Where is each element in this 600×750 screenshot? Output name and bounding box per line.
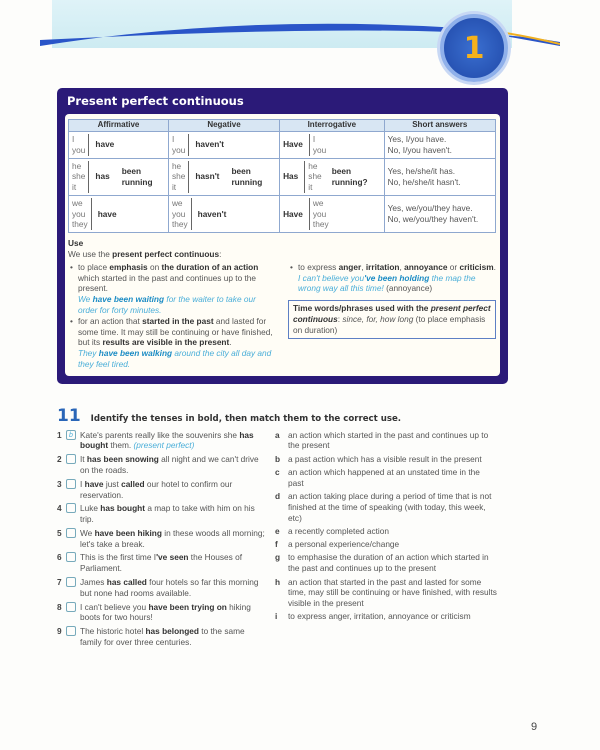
use-bullet-3: • to express anger, irritation, annoyance or criticism. I can't believe you've been holding the map the wrong way all this time! (annoyance) [288, 262, 496, 294]
use-option: i to express anger, irritation, annoyance or criticism [275, 611, 471, 622]
answer-box[interactable] [66, 479, 76, 489]
exercise-item: 4 Luke has bought a map to take with him on his trip. [57, 503, 255, 525]
table-row: we you they have we you they haven't Have we you they Yes, we/you/they have. No, we/you/they haven't. [69, 195, 496, 232]
exercise-11 [57, 406, 497, 651]
use-title: Use [68, 238, 84, 249]
use-section [68, 238, 496, 369]
use-option: c an action which happened at an unstated time in the past [275, 466, 480, 488]
answer-box[interactable] [66, 503, 76, 513]
use-option: h an action that started in the past and lasted for some time, may still be continuing or have finished, with results visible in the present [275, 576, 497, 609]
table-row: I you have I you haven't Have I you Yes, I/you have. No, I/you haven't. [69, 132, 496, 159]
exercise-item: 6 This is the first time I've seen the Houses of Parliament. [57, 552, 243, 574]
use-bullet-2: • for an action that started in the past and lasted for some time. It may still be continuing or have finished, but its results are visible in the present. They have been walking around the city all day and they feel tired. [68, 316, 276, 370]
exercise-items [57, 430, 267, 651]
use-intro: We use the present perfect continuous: [68, 249, 222, 260]
exercise-item: 1 b Kate's parents really like the souvenirs she has bought them. (present perfect) [57, 429, 254, 451]
exercise-item: 2 It has been snowing all night and we can't drive on the roads. [57, 454, 259, 475]
header-interrogative: Interrogative [280, 120, 385, 132]
use-bullet-1: • to place emphasis on the duration of an action which started in the past and continues up to the present. We have been waiting for the waiter to take our order for forty minutes. [68, 262, 276, 316]
answer-box[interactable] [66, 454, 76, 464]
answer-box[interactable] [66, 577, 76, 587]
exercise-number: 11 [57, 405, 81, 426]
page-number: 9 [531, 721, 538, 733]
answer-box[interactable]: b [66, 430, 76, 440]
answer-box[interactable] [66, 528, 76, 538]
use-option: d an action taking place during a period of time that is not finished at the time of speaking (with today, this week, etc) [275, 491, 492, 523]
conjugation-table [68, 119, 496, 233]
answer-box[interactable] [66, 552, 76, 562]
answer-box[interactable] [66, 602, 76, 612]
exercise-instruction: Identify the tenses in bold, then match them to the correct use. [90, 413, 402, 424]
header-affirmative: Affirmative [69, 120, 169, 132]
use-options [275, 430, 497, 651]
page-content [57, 88, 508, 651]
exercise-item: 3 I have just called our hotel to confirm our reservation. [57, 478, 233, 500]
header-negative: Negative [168, 120, 279, 132]
table-row: he she it has been running he she it hasn't been running Has he she it been running? Yes, he/she/it has. No, he/she/it hasn't. [69, 158, 496, 195]
use-option: g to emphasise the duration of an action which started in the past and continues up to the present [275, 552, 489, 574]
use-option: b a past action which has a visible result in the present [275, 453, 482, 464]
header-short-answers: Short answers [384, 120, 495, 132]
unit-badge: 1 [440, 14, 508, 82]
exercise-item: 7 James has called four hotels so far this morning but none had rooms available. [57, 577, 259, 598]
grammar-box [57, 88, 508, 384]
exercise-item: 8 I can't believe you have been trying on hiking boots for two hours! [57, 601, 251, 623]
grammar-title: Present perfect continuous [67, 94, 244, 108]
grammar-box-inner [65, 114, 500, 376]
exercise-item: 5 We have been hiking in these woods all morning; let's take a break. [57, 527, 265, 549]
answer-box[interactable] [66, 626, 76, 636]
use-option: f a personal experience/change [275, 539, 400, 550]
use-option: a an action which started in the past and continues up to the present [275, 429, 489, 451]
time-words-box: Time words/phrases used with the present perfect continuous: since, for, how long (to place emphasis on duration) [288, 300, 496, 338]
exercise-item: 9 The historic hotel has belonged to the same family for over three centuries. [57, 626, 245, 647]
use-option: e a recently completed action [275, 525, 390, 536]
